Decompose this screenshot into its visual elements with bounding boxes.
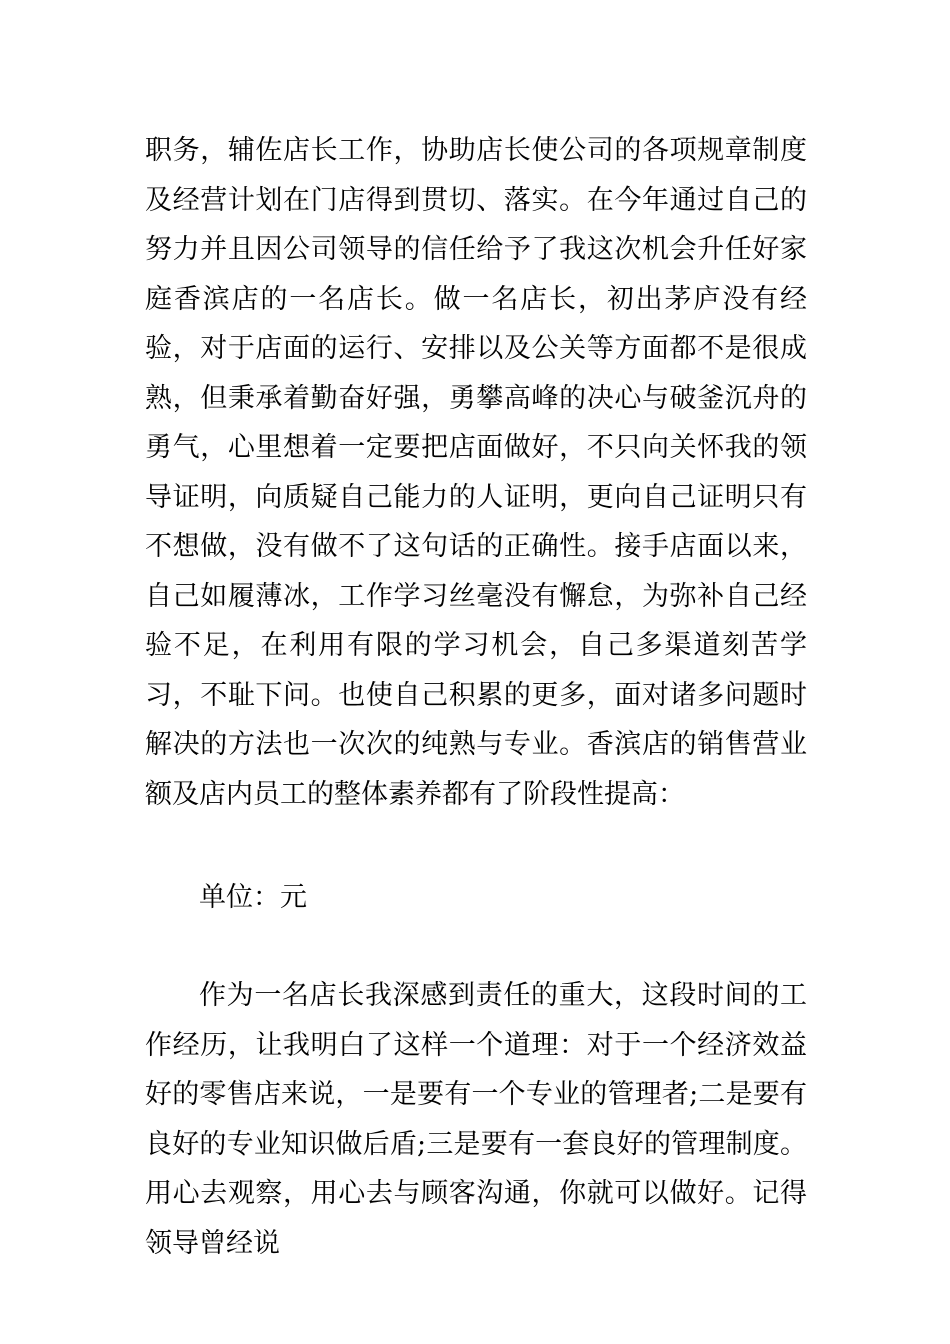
paragraph-unit-label: 单位：元	[199, 882, 307, 913]
paragraph-responsibility-reflection: 作为一名店长我深感到责任的重大，这段时间的工作经历，让我明白了这样一个道理：对于一个经济效益好的零售店来说，一是要有一个专业的管理者;二是要有良好的专业知识做后盾;三是要有一套良好的管理制度。用心去观察，用心去与顾客沟通，你就可以做好。记得领导曾经说	[145, 980, 807, 1259]
paragraph-store-manager-experience: 职务，辅佐店长工作，协助店长使公司的各项规章制度及经营计划在门店得到贯切、落实。在今年通过自己的努力并且因公司领导的信任给予了我这次机会升任好家庭香滨店的一名店长。做一名店长，初出茅庐没有经验，对于店面的运行、安排以及公关等方面都不是很成熟，但秉承着勤奋好强，勇攀高峰的决心与破釜沉舟的勇气，心里想着一定要把店面做好，不只向关怀我的领导证明，向质疑自己能力的人证明，更向自己证明只有不想做，没有做不了这句话的正确性。接手店面以来，自己如履薄冰，工作学习丝毫没有懈怠，为弥补自己经验不足，在利用有限的学习机会，自己多渠道刻苦学习，不耻下问。也使自己积累的更多，面对诸多问题时解决的方法也一次次的纯熟与专业。香滨店的销售营业额及店内员工的整体素养都有了阶段性提高：	[145, 135, 807, 810]
